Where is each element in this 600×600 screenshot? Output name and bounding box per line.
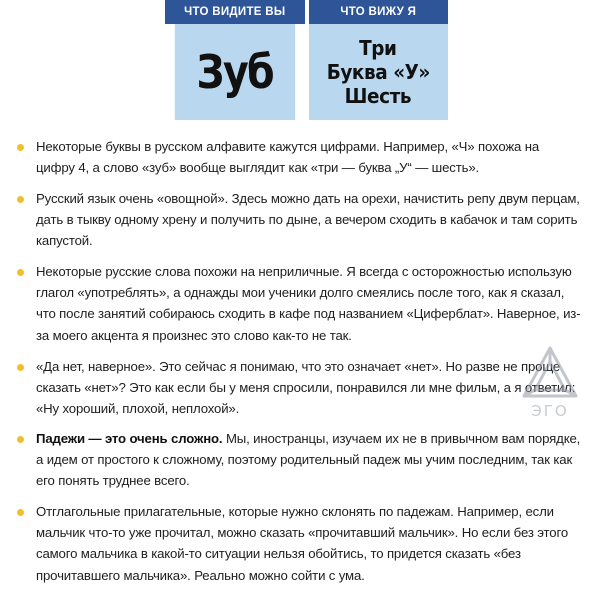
what-i-see-header: ЧТО ВИЖУ Я xyxy=(309,0,449,24)
what-i-see-line-2: Буква «У» xyxy=(326,60,430,84)
list-item-text: Мы, иностранцы, изучаем их не в привычном вам порядке, а идем от простого к сложному, поэтому родительный падеж мы учим последним, так как его понять труднее всего. xyxy=(36,431,581,489)
what-you-see-header: ЧТО ВИДИТЕ ВЫ xyxy=(165,0,305,24)
triangle-knot-icon xyxy=(518,344,582,404)
list-item xyxy=(36,356,581,420)
list-item xyxy=(36,136,581,178)
list-item-text: Отглагольные прилагательные, которые нужно склонять по падежам. Например, если мальчик что-то уже прочитал, можно сказать «прочитавший мальчик». Но если без этого самого мальчика в какой-то ситуации нельзя обойтись, то придется сказать «без прочитавшего мальчика». Реально можно сойти с ума. xyxy=(36,504,569,583)
bullet-dot-icon xyxy=(17,436,24,443)
watermark-label: ЭГО xyxy=(531,402,569,420)
what-i-see-line-1: Три xyxy=(359,36,397,60)
list-item-text: Некоторые буквы в русском алфавите кажутся цифрами. Например, «Ч» похожа на цифру 4, а слово «зуб» вообще выглядит как «три — буква „У“ — шесть». xyxy=(36,139,540,176)
what-i-see-line-3: Шесть xyxy=(345,84,412,108)
bullet-dot-icon xyxy=(17,269,24,276)
watermark xyxy=(518,344,582,424)
bullet-dot-icon xyxy=(17,196,24,203)
list-item xyxy=(36,501,581,586)
list-item xyxy=(36,428,581,492)
bullet-dot-icon xyxy=(17,509,24,516)
what-you-see-word: Зуб xyxy=(175,24,295,120)
list-item-lead: Падежи — это очень сложно. xyxy=(36,431,223,446)
bullet-dot-icon xyxy=(17,144,24,151)
list-item xyxy=(36,261,581,346)
list-item xyxy=(36,188,581,252)
list-item-text: Русский язык очень «овощной». Здесь можно дать на орехи, начистить репу двум перцам, дать в тыкву одному хрену и получить по дыне, а вечером сходить в кабачок и там сорить капустой. xyxy=(36,191,580,249)
list-item-text: Некоторые русские слова похожи на неприличные. Я всегда с осторожностью использую глагол «употреблять», а однажды мои ученики долго смеялись после того, как я сказал, что после занятий собираюсь сходить в кафе под названием «Циферблат». Наверное, из-за моего акцента я произнес это слово как-то не так. xyxy=(36,264,581,343)
list-item-text: «Да нет, наверное». Это сейчас я понимаю, что это означает «нет». Но разве не проще сказать «нет»? Это как если бы у меня спросили, понравился ли мне фильм, а я ответил: «Ну хороший, плохой, неплохой». xyxy=(36,359,576,417)
bullet-dot-icon xyxy=(17,364,24,371)
